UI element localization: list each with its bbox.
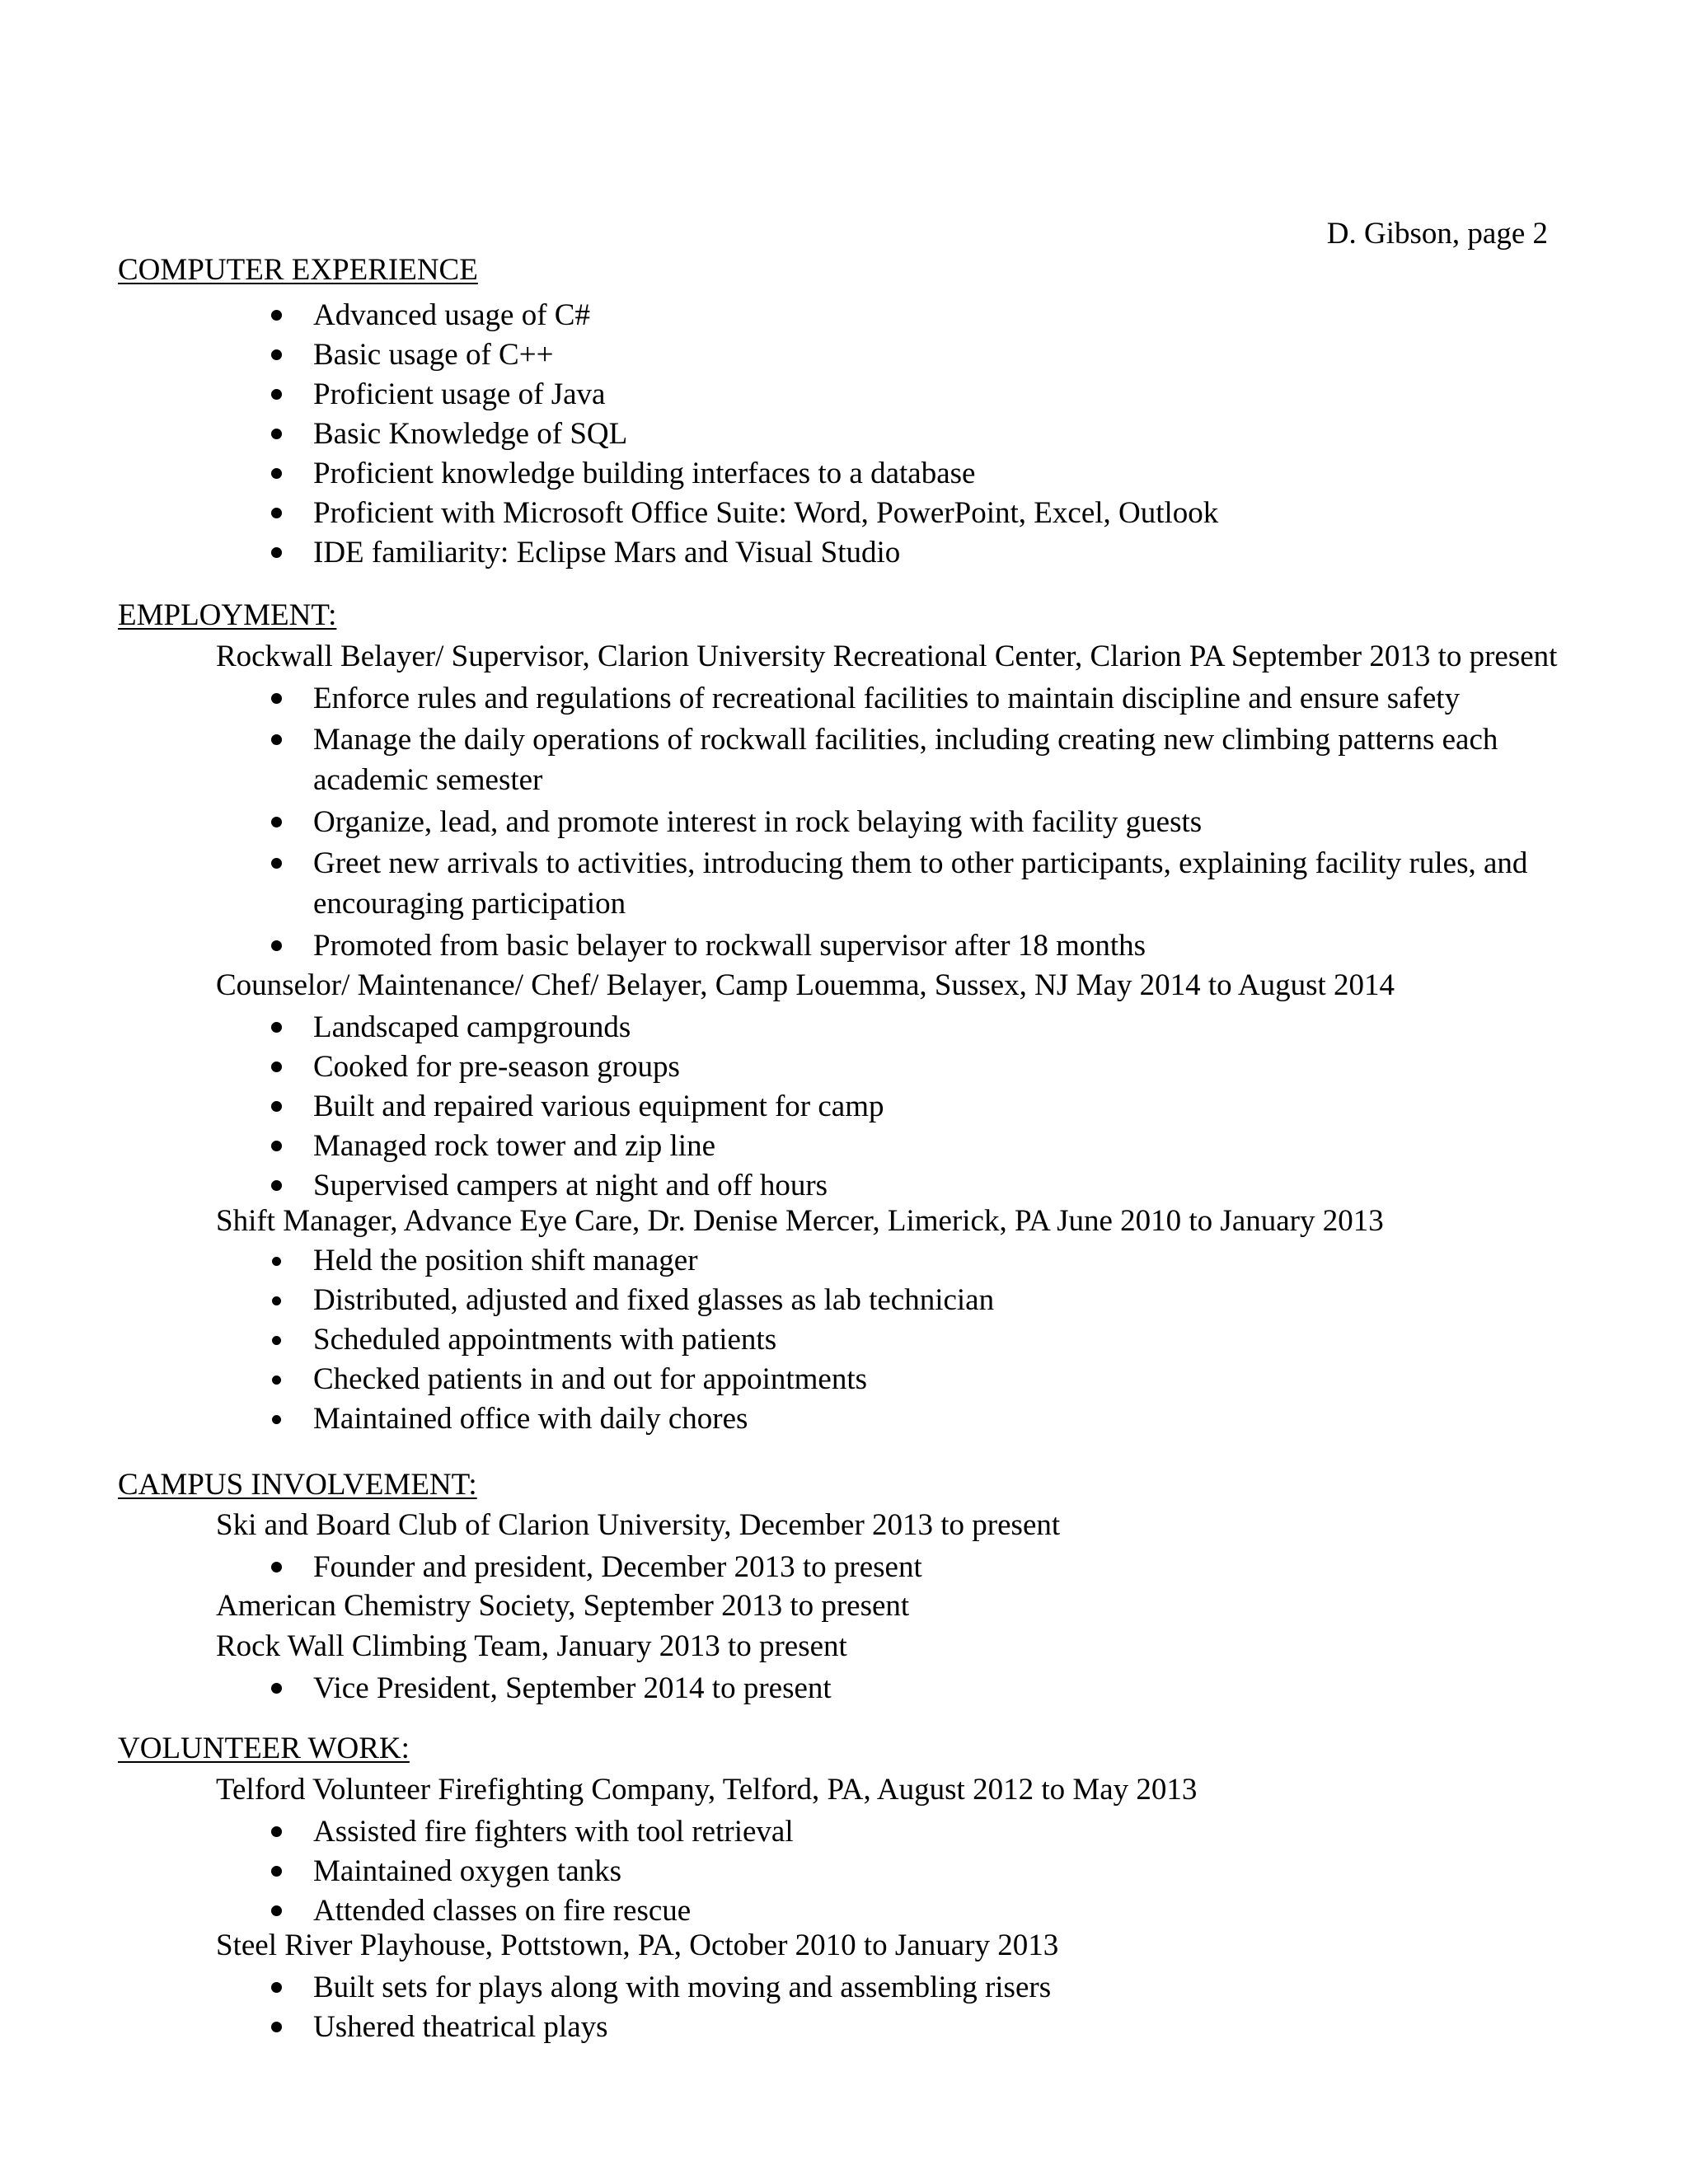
list-item: Organize, lead, and promote interest in rock belaying with facility guests — [313, 805, 1203, 839]
volunteer-org: Steel River Playhouse, Pottstown, PA, October 2010 to January 2013 — [216, 1929, 1059, 1962]
bullet-icon — [271, 1180, 282, 1191]
list-item: Proficient knowledge building interfaces to a database — [313, 457, 976, 490]
list-item: Supervised campers at night and off hours — [313, 1169, 828, 1202]
bullet-icon — [271, 1866, 282, 1877]
list-item: Greet new arrivals to activities, introducing them to other participants, explaining facility rules, and — [313, 846, 1528, 880]
bullet-icon — [271, 310, 282, 321]
bullet-icon — [271, 1826, 282, 1837]
bullet-icon — [271, 389, 282, 400]
section-heading-volunteer: VOLUNTEER WORK: — [118, 1732, 410, 1765]
bullet-icon — [271, 817, 282, 827]
bullet-icon — [271, 734, 282, 745]
job-title: Counselor/ Maintenance/ Chef/ Belayer, Camp Louemma, Sussex, NJ May 2014 to August 2014 — [216, 968, 1395, 1002]
bullet-icon — [272, 1257, 281, 1266]
bullet-icon — [271, 858, 282, 869]
list-item: Landscaped campgrounds — [313, 1010, 631, 1044]
bullet-icon — [271, 1101, 282, 1112]
bullet-icon — [271, 349, 282, 360]
list-item: Held the position shift manager — [313, 1244, 698, 1277]
section-heading-employment: EMPLOYMENT: — [118, 598, 337, 632]
list-item: Distributed, adjusted and fixed glasses as lab technician — [313, 1283, 995, 1317]
job-title: Rockwall Belayer/ Supervisor, Clarion University Recreational Center, Clarion PA September 2013 to present — [216, 640, 1558, 673]
list-item-continuation: academic semester — [313, 763, 543, 797]
bullet-icon — [272, 1336, 281, 1345]
bullet-icon — [271, 547, 282, 558]
campus-entry: American Chemistry Society, September 2013 to present — [216, 1589, 910, 1623]
list-item: Vice President, September 2014 to present — [313, 1671, 832, 1705]
bullet-icon — [271, 1683, 282, 1694]
list-item: IDE familiarity: Eclipse Mars and Visual Studio — [313, 536, 901, 569]
list-item: Attended classes on fire rescue — [313, 1894, 692, 1928]
list-item: Basic usage of C++ — [313, 338, 554, 372]
volunteer-org: Telford Volunteer Firefighting Company, Telford, PA, August 2012 to May 2013 — [216, 1773, 1198, 1807]
list-item: Built and repaired various equipment for camp — [313, 1090, 884, 1123]
list-item: Proficient usage of Java — [313, 377, 606, 411]
bullet-icon — [271, 1062, 282, 1072]
list-item: Promoted from basic belayer to rockwall supervisor after 18 months — [313, 929, 1146, 963]
list-item: Enforce rules and regulations of recreational facilities to maintain discipline and ensure safety — [313, 682, 1461, 715]
list-item: Managed rock tower and zip line — [313, 1129, 716, 1163]
bullet-icon — [271, 1141, 282, 1151]
list-item: Maintained office with daily chores — [313, 1402, 748, 1436]
bullet-icon — [271, 940, 282, 951]
job-title: Shift Manager, Advance Eye Care, Dr. Denise Mercer, Limerick, PA June 2010 to January 2013 — [216, 1204, 1384, 1238]
list-item: Manage the daily operations of rockwall facilities, including creating new climbing patterns each — [313, 723, 1498, 757]
list-item: Maintained oxygen tanks — [313, 1854, 622, 1888]
bullet-icon — [271, 1562, 282, 1572]
section-heading-computer: COMPUTER EXPERIENCE — [118, 253, 478, 287]
list-item-continuation: encouraging participation — [313, 887, 626, 921]
campus-entry: Rock Wall Climbing Team, January 2013 to present — [216, 1629, 847, 1663]
page-header: D. Gibson, page 2 — [1326, 217, 1548, 251]
bullet-icon — [271, 693, 282, 704]
list-item: Assisted fire fighters with tool retrieval — [313, 1815, 794, 1849]
list-item: Cooked for pre-season groups — [313, 1050, 680, 1084]
bullet-icon — [272, 1376, 281, 1385]
bullet-icon — [271, 468, 282, 479]
list-item: Founder and president, December 2013 to present — [313, 1550, 922, 1584]
list-item: Basic Knowledge of SQL — [313, 417, 628, 451]
list-item: Proficient with Microsoft Office Suite: Word, PowerPoint, Excel, Outlook — [313, 496, 1219, 530]
bullet-icon — [272, 1296, 281, 1305]
bullet-icon — [271, 2022, 282, 2032]
section-heading-campus: CAMPUS INVOLVEMENT: — [118, 1468, 477, 1502]
list-item: Ushered theatrical plays — [313, 2010, 608, 2044]
bullet-icon — [271, 429, 282, 439]
list-item: Scheduled appointments with patients — [313, 1323, 777, 1357]
bullet-icon — [271, 1982, 282, 1993]
list-item: Built sets for plays along with moving and assembling risers — [313, 1971, 1052, 2004]
bullet-icon — [271, 508, 282, 518]
bullet-icon — [271, 1905, 282, 1916]
campus-entry: Ski and Board Club of Clarion University, December 2013 to present — [216, 1508, 1061, 1542]
list-item: Advanced usage of C# — [313, 298, 590, 332]
list-item: Checked patients in and out for appointments — [313, 1362, 868, 1396]
bullet-icon — [272, 1415, 281, 1424]
bullet-icon — [271, 1022, 282, 1033]
